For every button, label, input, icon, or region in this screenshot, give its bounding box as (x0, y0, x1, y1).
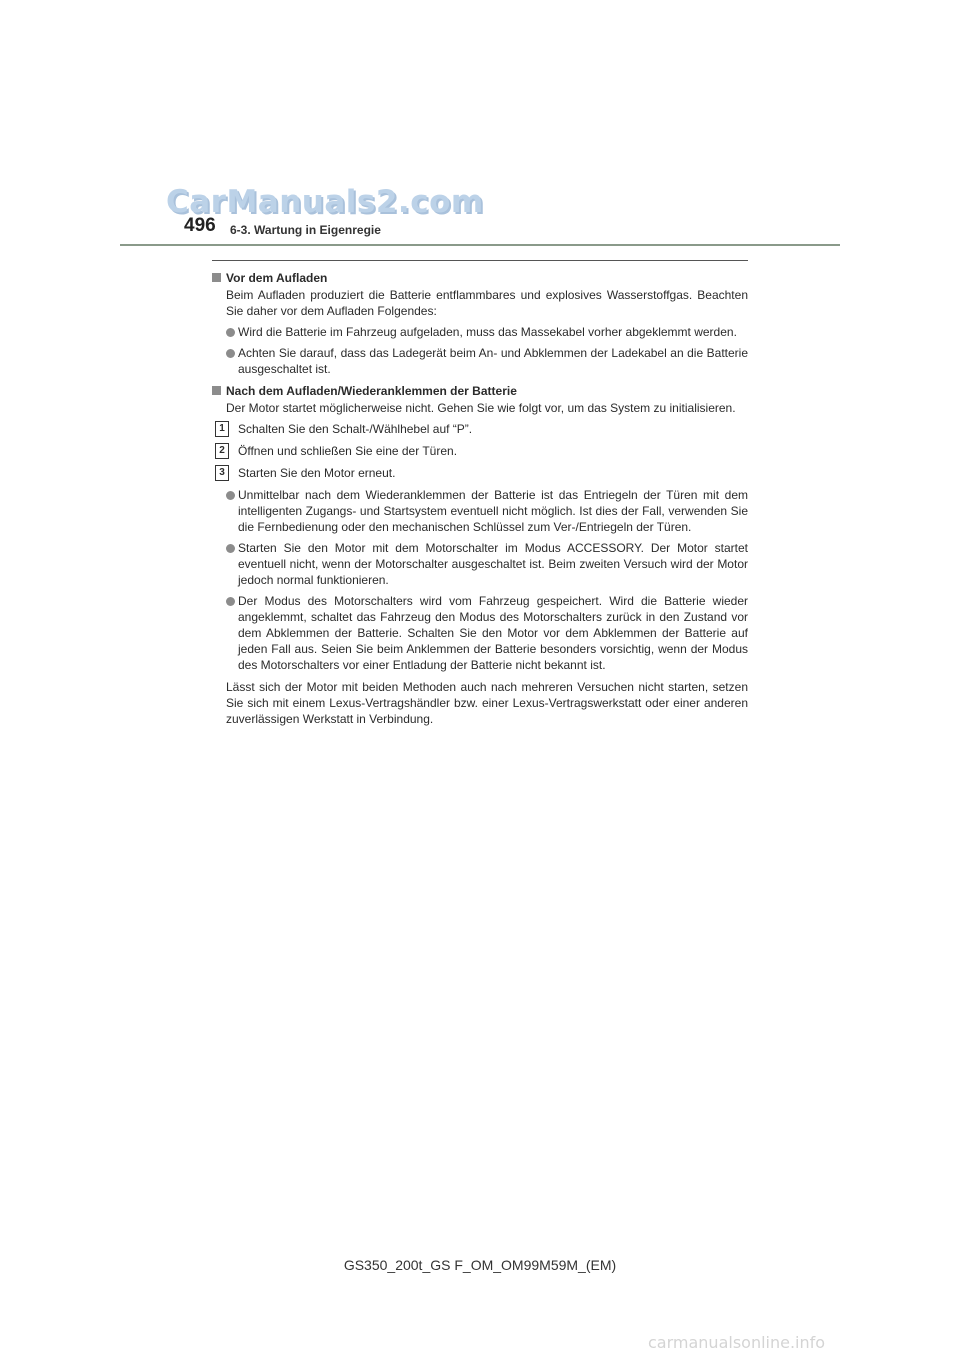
list-item-text: Wird die Batterie im Fahrzeug aufgeladen, muss das Massekabel vorher abgeklemmt werden. (238, 325, 737, 339)
round-bullet-icon (226, 597, 235, 606)
page-content (212, 270, 748, 727)
list-item (226, 324, 748, 340)
list-item (226, 487, 748, 535)
watermark-logo: CarManuals2.com (166, 184, 484, 220)
section-heading (212, 270, 748, 286)
step-item (212, 443, 748, 460)
list-item (226, 540, 748, 588)
section-title: 6-3. Wartung in Eigenregie (230, 223, 381, 237)
round-bullet-icon (226, 349, 235, 358)
round-bullet-icon (226, 328, 235, 337)
list-item-text: Unmittelbar nach dem Wiederanklemmen der Batterie ist das Entriegeln der Türen mit dem intelligenten Zugangs- und Startsystem eventuell nicht möglich. Ist dies der Fall, verwenden Sie die Fernbedienung oder den mechanischen Schlüssel zum Ver-/Entriegeln der Türen. (238, 488, 748, 534)
step-number: 1 (215, 421, 229, 437)
list-item (226, 345, 748, 377)
list-item-text: Starten Sie den Motor mit dem Motorschalter im Modus ACCESSORY. Der Motor startet eventuell nicht, wenn der Motorschalter ausgeschaltet ist. Beim zweiten Versuch wird der Motor jedoch normal funktionieren. (238, 541, 748, 587)
paragraph: Der Motor startet möglicherweise nicht. Gehen Sie wie folgt vor, um das System zu initialisieren. (226, 401, 736, 415)
round-bullet-icon (226, 491, 235, 500)
step-item (212, 465, 748, 482)
round-bullet-icon (226, 544, 235, 553)
content-divider (212, 260, 748, 261)
square-bullet-icon (212, 273, 221, 282)
step-text: Öffnen und schließen Sie eine der Türen. (238, 444, 458, 458)
step-number: 3 (215, 465, 229, 481)
heading-text: Vor dem Aufladen (226, 271, 328, 285)
step-number: 2 (215, 443, 229, 459)
section-heading (212, 383, 748, 399)
step-item (212, 421, 748, 438)
watermark-url: carmanualsonline.info (648, 1333, 826, 1352)
page-number: 496 (184, 215, 216, 236)
list-item (226, 593, 748, 673)
paragraph: Lässt sich der Motor mit beiden Methoden auch nach mehreren Versuchen nicht starten, setzen Sie sich mit einem Lexus-Vertragshändler bzw. einer Lexus-Vertragswerkstatt oder einer anderen zuverlässigen Werkstatt in Verbindung. (226, 680, 748, 726)
list-item-text: Der Modus des Motorschalters wird vom Fahrzeug gespeichert. Wird die Batterie wieder angeklemmt, schaltet das Fahrzeug den Modus des Motorschalters zurück in den Zustand vor dem Abklemmen der Batterie. Schalten Sie den Motor vor dem Abklemmen der Batterie auf jeden Fall aus. Seien Sie beim Anklemmen der Batterie besonders vorsichtig, wenn der Modus des Motorschalters vor einer Entladung der Batterie nicht bekannt ist. (238, 594, 748, 672)
document-footer: GS350_200t_GS F_OM_OM99M59M_(EM) (343, 1257, 617, 1273)
step-text: Schalten Sie den Schalt-/Wählhebel auf “P”. (238, 422, 473, 436)
step-text: Starten Sie den Motor erneut. (238, 466, 396, 480)
header-divider (120, 244, 840, 246)
list-item-text: Achten Sie darauf, dass das Ladegerät beim An- und Abklemmen der Ladekabel an die Batterie ausgeschaltet ist. (238, 346, 748, 376)
heading-text: Nach dem Aufladen/Wiederanklemmen der Batterie (226, 384, 517, 398)
square-bullet-icon (212, 386, 221, 395)
paragraph: Beim Aufladen produziert die Batterie entflammbares und explosives Wasserstoffgas. Beachten Sie daher vor dem Aufladen Folgendes: (226, 288, 748, 318)
